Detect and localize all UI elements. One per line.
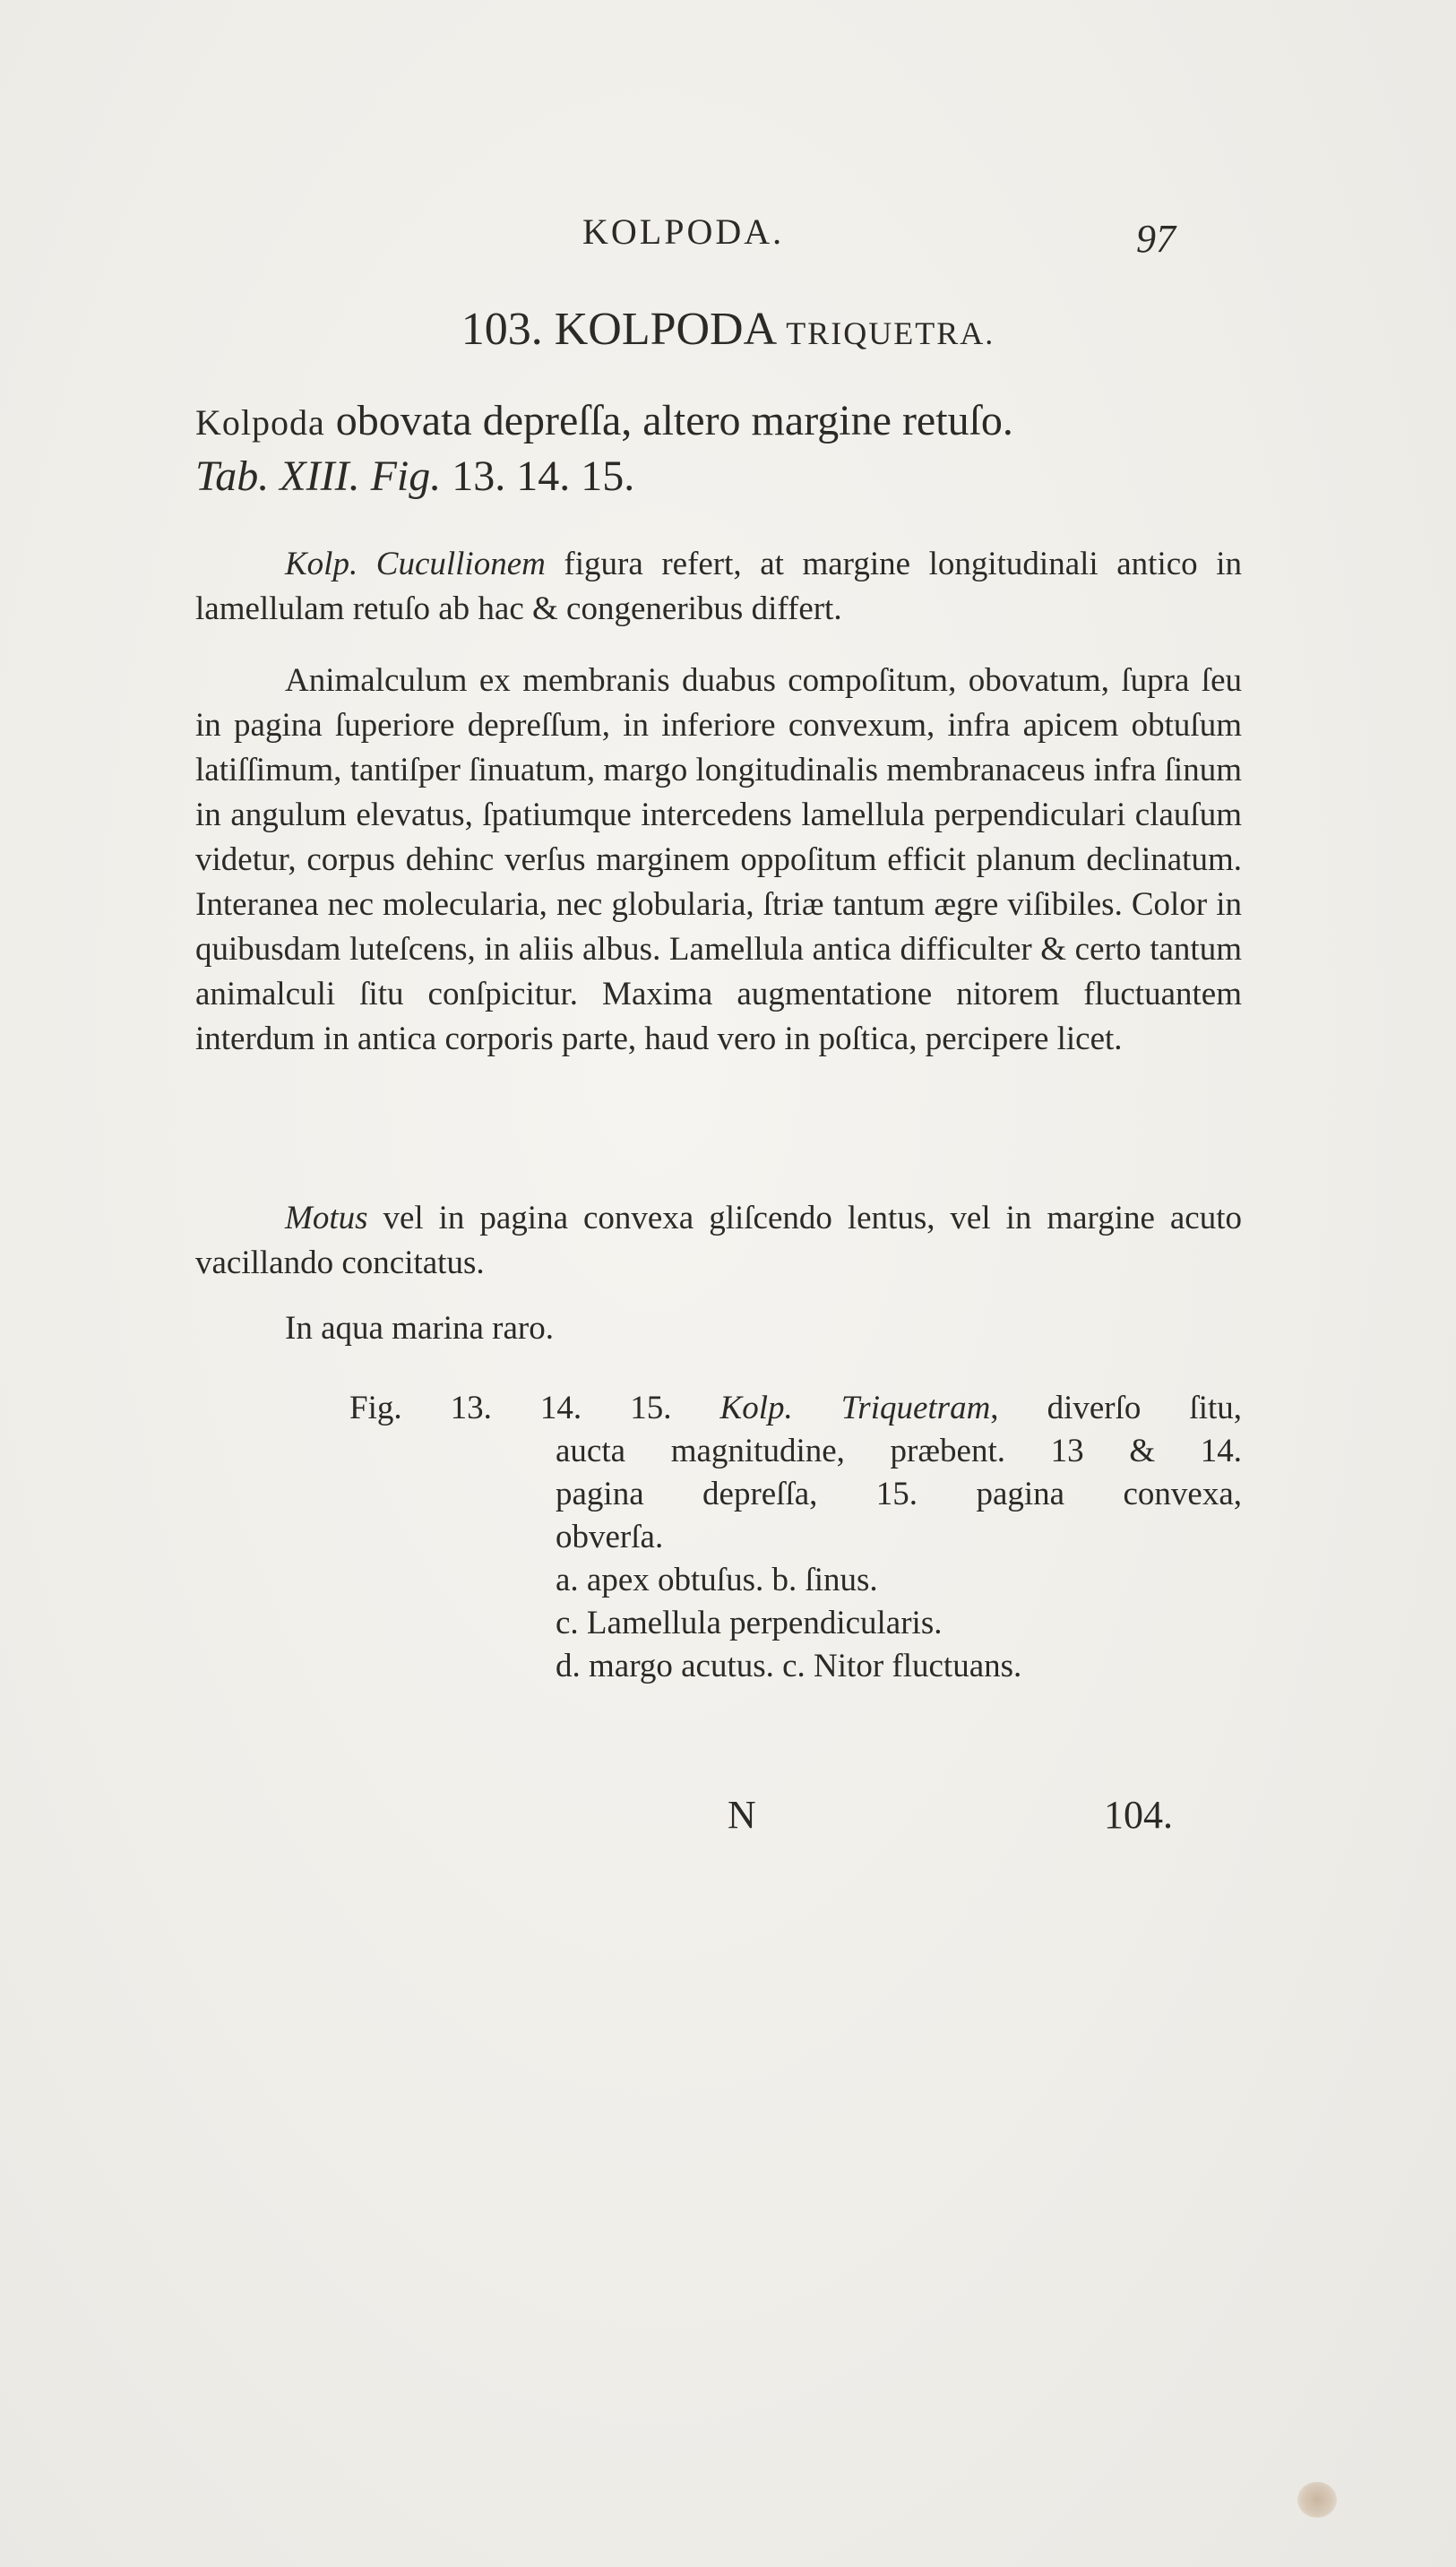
catchword: 104. <box>1104 1793 1173 1837</box>
species-number: 103. <box>461 304 543 355</box>
figure-numbers: 13. 14. 15. <box>441 452 635 500</box>
species-genus: KOLPODA <box>554 304 775 355</box>
figure-line-1 <box>349 1387 1242 1430</box>
diagnosis-genus: Kolpoda <box>195 402 325 443</box>
figure-description <box>556 1430 1242 1688</box>
page-number: 97 <box>1136 217 1176 261</box>
paragraph-description: Animalculum ex membranis duabus compoſitum, obovatum, ſupra ſeu in pagina ſuperiore depreſſum, in inferiore convexum, infra apicem obtuſum latiſſimum, tantiſper ſinuatum, margo longitudinalis membranaceus infra ſinum in angulum elevatus, ſpatiumque intercedens lamellula perpendiculari clauſum videtur, corpus dehinc verſus marginem oppoſitum efficit planum declinatum. Interanea nec molecularia, nec globularia, ſtriæ tantum ægre viſibiles. Color in quibusdam luteſcens, in aliis albus. Lamellula antica difficulter & certo tantum animalculi ſitu conſpicitur. Maxima augmentatione nitorem fluctuantem interdum in antica corporis parte, haud vero in poſtica, percipere licet. <box>195 662 1242 1057</box>
figure-reference: Kolp. Triquetram <box>719 1390 991 1426</box>
species-epithet: TRIQUETRA. <box>786 315 995 351</box>
paragraph-motion-text: vel in pagina convexa gliſcendo lentus, vel in margine acuto vacillando concitatus. <box>195 1200 1242 1281</box>
species-heading <box>0 303 1456 356</box>
legend-item: d. margo acutus. c. Nitor fluctuans. <box>556 1648 1022 1684</box>
paragraph-motion-lead: Motus <box>285 1200 368 1236</box>
signature-mark: N <box>728 1793 756 1837</box>
running-head-title: KOLPODA. <box>582 211 785 252</box>
figure-explanation <box>349 1387 1245 1688</box>
paragraph-motion <box>195 1196 1242 1286</box>
legend-item: a. apex obtuſus. b. ſinus. <box>556 1562 878 1598</box>
paragraph-comparison-text: figura refert, at margine longitudinali antico in lamellulam retuſo ab hac & congeneribus differt. <box>195 546 1242 627</box>
figure-label: Fig. 13. 14. 15. <box>349 1390 672 1426</box>
figure-line-1-rest: , diverſo ſitu, <box>990 1390 1243 1426</box>
paragraph-habitat: In aqua marina raro. <box>285 1310 554 1347</box>
figure-line-3: pagina depreſſa, 15. pagina convexa, <box>556 1476 1242 1512</box>
running-head <box>0 211 1456 264</box>
paragraph-comparison-lead: Kolp. Cucullionem <box>285 546 546 582</box>
legend-item: c. Lamellula perpendicularis. <box>556 1605 943 1641</box>
diagnosis-text: obovata depreſſa, altero margine retuſo. <box>324 397 1013 444</box>
diagnosis <box>195 394 1235 504</box>
paragraph-comparison <box>195 542 1242 632</box>
figure-line-4: obverſa. <box>556 1519 664 1555</box>
paper-stain <box>1297 2482 1337 2518</box>
plate-reference: Tab. XIII. Fig. <box>195 452 442 500</box>
figure-line-2: aucta magnitudine, præbent. 13 & 14. <box>556 1433 1242 1469</box>
